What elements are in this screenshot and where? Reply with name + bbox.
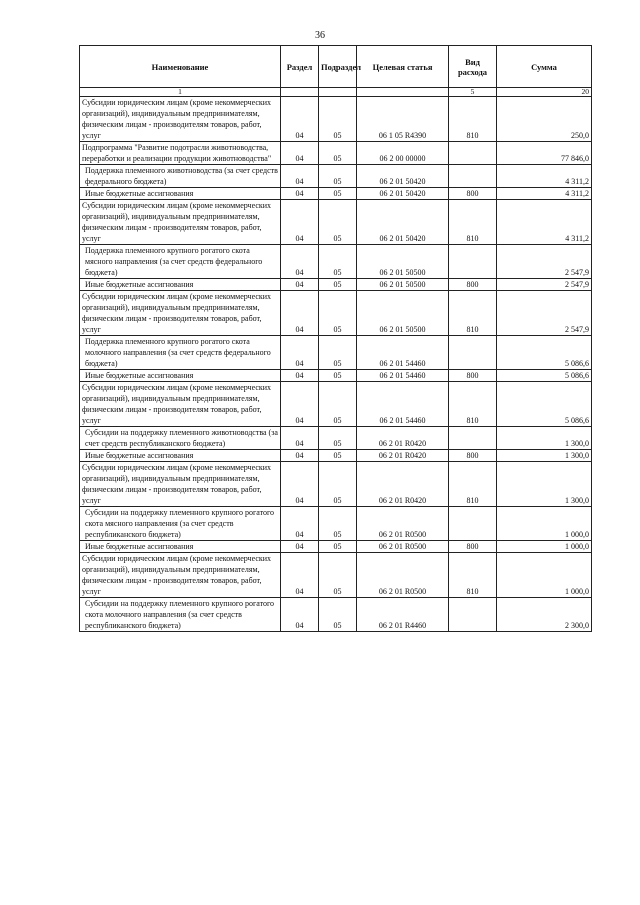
table-row <box>80 291 592 336</box>
row-name: Подпрограмма "Развитие подотрасли животноводства, переработки и реализации продукции животноводства" <box>80 142 281 165</box>
table-row <box>80 336 592 370</box>
row-section: 04 <box>281 553 319 598</box>
row-target: 06 2 01 50500 <box>357 279 449 291</box>
row-sum: 250,0 <box>497 97 592 142</box>
header-row <box>80 46 592 88</box>
row-name: Поддержка племенного крупного рогатого скота молочного направления (за счет средств федерального бюджета) <box>80 336 281 370</box>
row-name: Иные бюджетные ассигнования <box>80 541 281 553</box>
index-sum: 20 <box>497 88 592 97</box>
row-target: 06 2 01 R0420 <box>357 427 449 450</box>
row-subsection: 05 <box>319 553 357 598</box>
row-expense: 810 <box>449 291 497 336</box>
row-subsection: 05 <box>319 165 357 188</box>
row-name: Субсидии юридическим лицам (кроме некоммерческих организаций), индивидуальным предпринимателям, физическим лицам - производителям товаров, работ, услуг <box>80 291 281 336</box>
row-subsection: 05 <box>319 291 357 336</box>
header-sum: Сумма <box>497 46 592 88</box>
row-target: 06 1 05 R4390 <box>357 97 449 142</box>
row-subsection: 05 <box>319 200 357 245</box>
row-sum: 1 000,0 <box>497 541 592 553</box>
row-subsection: 05 <box>319 507 357 541</box>
row-subsection: 05 <box>319 462 357 507</box>
row-sum: 1 000,0 <box>497 553 592 598</box>
row-sum: 5 086,6 <box>497 370 592 382</box>
row-expense <box>449 165 497 188</box>
row-section: 04 <box>281 142 319 165</box>
row-sum: 2 300,0 <box>497 598 592 632</box>
row-subsection: 05 <box>319 188 357 200</box>
row-expense: 810 <box>449 200 497 245</box>
row-sum: 1 300,0 <box>497 427 592 450</box>
row-sum: 2 547,9 <box>497 291 592 336</box>
row-expense <box>449 598 497 632</box>
row-expense: 800 <box>449 279 497 291</box>
row-name: Иные бюджетные ассигнования <box>80 279 281 291</box>
row-subsection: 05 <box>319 427 357 450</box>
row-name: Субсидии на поддержку племенного крупного рогатого скота молочного направления (за счет средств республиканского бюджета) <box>80 598 281 632</box>
index-expense: 5 <box>449 88 497 97</box>
row-expense <box>449 142 497 165</box>
row-section: 04 <box>281 200 319 245</box>
table-row <box>80 450 592 462</box>
index-subsection <box>319 88 357 97</box>
row-target: 06 2 01 R0500 <box>357 541 449 553</box>
row-target: 06 2 01 R0420 <box>357 450 449 462</box>
page-number: 36 <box>315 30 325 41</box>
row-name: Субсидии на поддержку племенного крупного рогатого скота мясного направления (за счет средств республиканского бюджета) <box>80 507 281 541</box>
row-subsection: 05 <box>319 541 357 553</box>
table-row <box>80 188 592 200</box>
row-name: Субсидии юридическим лицам (кроме некоммерческих организаций), индивидуальным предпринимателям, физическим лицам - производителям товаров, работ, услуг <box>80 200 281 245</box>
row-section: 04 <box>281 245 319 279</box>
table-row <box>80 200 592 245</box>
row-name: Субсидии юридическим лицам (кроме некоммерческих организаций), индивидуальным предпринимателям, физическим лицам - производителям товаров, работ, услуг <box>80 553 281 598</box>
row-sum: 2 547,9 <box>497 279 592 291</box>
row-target: 06 2 01 R4460 <box>357 598 449 632</box>
index-target <box>357 88 449 97</box>
row-section: 04 <box>281 507 319 541</box>
row-subsection: 05 <box>319 598 357 632</box>
row-section: 04 <box>281 336 319 370</box>
row-expense: 800 <box>449 450 497 462</box>
budget-table <box>79 45 592 632</box>
row-section: 04 <box>281 97 319 142</box>
table-row <box>80 553 592 598</box>
row-expense <box>449 507 497 541</box>
row-target: 06 2 01 50500 <box>357 245 449 279</box>
row-expense <box>449 336 497 370</box>
row-subsection: 05 <box>319 336 357 370</box>
row-subsection: 05 <box>319 450 357 462</box>
row-expense: 810 <box>449 462 497 507</box>
table-row <box>80 507 592 541</box>
row-name: Иные бюджетные ассигнования <box>80 450 281 462</box>
row-expense <box>449 427 497 450</box>
row-name: Субсидии на поддержку племенного животноводства (за счет средств республиканского бюджета) <box>80 427 281 450</box>
row-section: 04 <box>281 598 319 632</box>
row-sum: 2 547,9 <box>497 245 592 279</box>
table-row <box>80 427 592 450</box>
row-section: 04 <box>281 462 319 507</box>
index-name: 1 <box>80 88 281 97</box>
row-expense: 810 <box>449 97 497 142</box>
table-row <box>80 245 592 279</box>
row-sum: 4 311,2 <box>497 165 592 188</box>
header-expense: Вид расхода <box>449 46 497 88</box>
row-target: 06 2 01 54460 <box>357 370 449 382</box>
table-row <box>80 97 592 142</box>
row-name: Субсидии юридическим лицам (кроме некоммерческих организаций), индивидуальным предпринимателям, физическим лицам - производителям товаров, работ, услуг <box>80 97 281 142</box>
row-section: 04 <box>281 370 319 382</box>
header-subsection: Подраздел <box>319 46 357 88</box>
row-name: Поддержка племенного крупного рогатого скота мясного направления (за счет средств федерального бюджета) <box>80 245 281 279</box>
table-row <box>80 541 592 553</box>
row-subsection: 05 <box>319 382 357 427</box>
index-row <box>80 88 592 97</box>
row-target: 06 2 01 R0500 <box>357 553 449 598</box>
row-section: 04 <box>281 541 319 553</box>
row-sum: 1 300,0 <box>497 462 592 507</box>
row-name: Иные бюджетные ассигнования <box>80 188 281 200</box>
header-target: Целевая статья <box>357 46 449 88</box>
row-sum: 1 000,0 <box>497 507 592 541</box>
row-section: 04 <box>281 188 319 200</box>
table-row <box>80 165 592 188</box>
row-section: 04 <box>281 382 319 427</box>
row-target: 06 2 01 54460 <box>357 336 449 370</box>
row-sum: 1 300,0 <box>497 450 592 462</box>
row-target: 06 2 00 00000 <box>357 142 449 165</box>
row-target: 06 2 01 R0500 <box>357 507 449 541</box>
header-section: Раздел <box>281 46 319 88</box>
row-section: 04 <box>281 450 319 462</box>
row-section: 04 <box>281 427 319 450</box>
row-expense: 810 <box>449 553 497 598</box>
row-subsection: 05 <box>319 245 357 279</box>
row-subsection: 05 <box>319 97 357 142</box>
row-target: 06 2 01 50420 <box>357 165 449 188</box>
row-subsection: 05 <box>319 279 357 291</box>
row-section: 04 <box>281 291 319 336</box>
header-name: Наименование <box>80 46 281 88</box>
row-section: 04 <box>281 165 319 188</box>
row-sum: 5 086,6 <box>497 336 592 370</box>
index-section <box>281 88 319 97</box>
row-name: Поддержка племенного животноводства (за счет средств федерального бюджета) <box>80 165 281 188</box>
row-sum: 77 846,0 <box>497 142 592 165</box>
row-expense <box>449 245 497 279</box>
row-name: Субсидии юридическим лицам (кроме некоммерческих организаций), индивидуальным предпринимателям, физическим лицам - производителям товаров, работ, услуг <box>80 382 281 427</box>
row-sum: 4 311,2 <box>497 200 592 245</box>
table-row <box>80 370 592 382</box>
table-row <box>80 382 592 427</box>
table-row <box>80 279 592 291</box>
row-target: 06 2 01 50420 <box>357 188 449 200</box>
row-subsection: 05 <box>319 370 357 382</box>
row-expense: 810 <box>449 382 497 427</box>
row-target: 06 2 01 50420 <box>357 200 449 245</box>
table-row <box>80 598 592 632</box>
row-sum: 4 311,2 <box>497 188 592 200</box>
row-name: Субсидии юридическим лицам (кроме некоммерческих организаций), индивидуальным предпринимателям, физическим лицам - производителям товаров, работ, услуг <box>80 462 281 507</box>
row-name: Иные бюджетные ассигнования <box>80 370 281 382</box>
table-row <box>80 462 592 507</box>
row-target: 06 2 01 R0420 <box>357 462 449 507</box>
row-target: 06 2 01 54460 <box>357 382 449 427</box>
row-section: 04 <box>281 279 319 291</box>
row-expense: 800 <box>449 188 497 200</box>
row-expense: 800 <box>449 541 497 553</box>
table-row <box>80 142 592 165</box>
row-expense: 800 <box>449 370 497 382</box>
row-target: 06 2 01 50500 <box>357 291 449 336</box>
row-subsection: 05 <box>319 142 357 165</box>
row-sum: 5 086,6 <box>497 382 592 427</box>
